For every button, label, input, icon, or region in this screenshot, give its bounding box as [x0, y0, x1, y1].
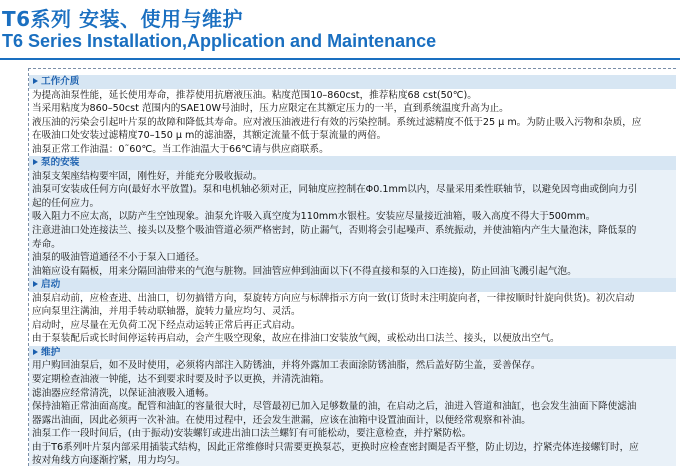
text-line: 起的任何应力。 — [29, 197, 676, 211]
text-line: 油泵工作一段时间后，(由于振动)安装螺钉或进出油口法兰螺钉有可能松动，要注意检查，并拧紧防松。 — [29, 427, 676, 441]
text-line: 在吸油口处安装过滤精度70–150 μ m的滤油器，其额定流量不低于泵流量的两倍。 — [32, 130, 387, 142]
text-line: 油箱应设有隔板，用来分隔回油带来的气泡与脏物。回油管应伸到油面以下(不得直接和泵的入口连接)，防止回油飞溅引起气泡。 — [29, 265, 676, 279]
page-title-chinese: T6系列 安装、使用与维护 — [2, 7, 244, 31]
section-heading-pump-installation: 泵的安装 — [29, 156, 676, 170]
text-line: 器露出油面，因此必须再一次补油。在使用过程中，还会发生泄漏，应该在油箱中设置油面计，以便经常观察和补油。 — [29, 414, 676, 428]
text-line: 要定期检查油液一钟能，达不到要求时要及时予以更换，并清洗油箱。 — [29, 373, 676, 387]
section-heading-maintenance: 维护 — [29, 346, 676, 360]
text-line: 吸入阻力不应太高，以防产生空蚀现象。油泵允许吸入真空度为110mm水银柱。安装应尽量接近油箱，吸入高度不得大于500mm。 — [29, 210, 676, 224]
text-line: 油泵可安装成任何方向(最好水平放置)。泵和电机轴必须对正，同轴度应控制在Φ0.1mm以内，尽量采用柔性联轴节，以避免因弯曲或倒向力引 — [29, 183, 676, 197]
text-line: 液压油的污染会引起叶片泵的故障和降低其寿命。应对液压油液进行有效的污染控制。系统过滤精度不低于25 μ m。为防止吸入污物和杂质，应 — [32, 116, 642, 128]
triangle-bullet-icon — [33, 78, 38, 84]
text-line: 由于泵装配后或长时间停运转再启动，会产生吸空现象，故应在排油口安装放气阀，或松动出口法兰、接头，以便放出空气。 — [32, 333, 560, 345]
text-line: 启动时，应尽量在无负荷工况下经点动运转正常后再正式启动。 — [32, 319, 301, 331]
title-divider — [0, 58, 680, 60]
text-line: 应向泵里注满油，并用手转动联轴器，旋转力量应均匀、灵活。 — [32, 306, 301, 318]
text-line: 滤油器应经常清洗，以保证油液吸入通畅。 — [29, 387, 676, 401]
text-line: 当采用粘度为860–50cst 范围内的SAE10W号油时，压力应限定在其额定压力的一半，直到系统温度升高为止。 — [32, 103, 509, 115]
text-line: 油泵正常工作油温：0˜60℃。当工作油温大于66℃请与供应商联系。 — [32, 143, 329, 155]
content-box — [28, 68, 676, 466]
text-line: 保持油箱正常油面高度。配管和油缸的容量很大时，尽管最初已加入足够数量的油，在启动之后，油进入管道和油缸，也会发生油面下降使滤油 — [29, 400, 676, 414]
triangle-bullet-icon — [33, 281, 38, 287]
text-line: 注意进油口处连接法兰、接头以及整个吸油管道必须严格密封，防止漏气，否则将会引起噪声、系统振动，并使油箱内产生大量泡沫，降低泵的 — [29, 224, 676, 238]
text-line: 由于T6系列叶片泵内部采用插装式结构，因此正常维修时只需要更换泵芯，更换时应检查密封圈是否平整，防止切边，拧紧壳体连接螺钉时，应 — [29, 441, 676, 455]
triangle-bullet-icon — [33, 349, 38, 355]
text-line: 用户购回油泵后，如不及时使用，必须将内部注入防锈油，并将外露加工表面涂防锈油脂，然后盖好防尘盖，妥善保存。 — [29, 359, 676, 373]
page-title-english: T6 Series Installation,Application and Maintenance — [2, 31, 437, 51]
text-line: 寿命。 — [29, 238, 676, 252]
text-line: 油泵支架座结构要牢固，刚性好，并能充分吸收振动。 — [29, 170, 676, 184]
text-line: 按对角线方向逐渐拧紧，用力均匀。 — [29, 454, 676, 466]
text-line: 油泵启动前，应检查进、出油口，切勿搞错方向，泵旋转方向应与标牌指示方向一致(订货时未注明旋向者，一律按顺时针旋向供货)。初次启动 — [32, 292, 635, 304]
text-line: 油泵的吸油管道通径不小于泵入口通径。 — [29, 251, 676, 265]
section-heading-startup: 启动 — [29, 278, 676, 292]
section-heading-working-medium: 工作介质 — [29, 75, 676, 89]
text-line: 为提高油泵性能，延长使用寿命，推荐使用抗磨液压油。粘度范围10–860cst，推荐粘度68 cst(50℃)。 — [32, 89, 477, 101]
triangle-bullet-icon — [33, 159, 38, 165]
